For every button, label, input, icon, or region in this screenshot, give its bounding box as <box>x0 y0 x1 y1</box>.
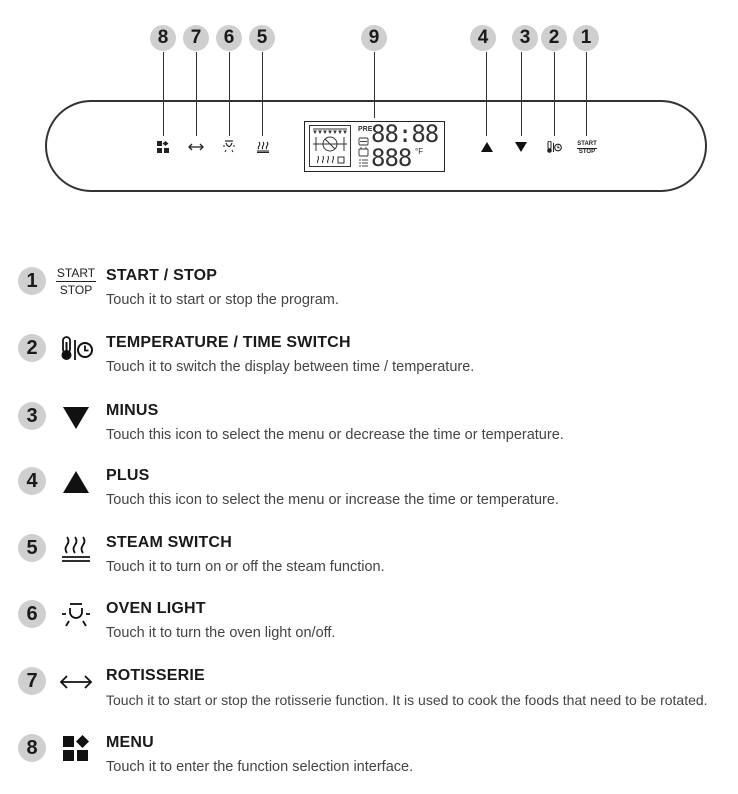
temperature-unit: °F <box>415 147 424 156</box>
item-description: Touch it to enter the function selection interface. <box>106 759 414 775</box>
temperature-digits: 888 <box>371 144 412 172</box>
rotisserie-icon <box>58 667 94 697</box>
panel-stop-label: STOP <box>578 148 596 155</box>
callout-2: 2 <box>541 25 567 51</box>
panel-start-label: START <box>577 140 597 147</box>
list-item-steam-switch <box>18 534 738 594</box>
callout-5: 5 <box>249 25 275 51</box>
item-title: START / STOP <box>106 267 218 284</box>
callout-7: 7 <box>183 25 209 51</box>
minus-icon <box>58 402 94 432</box>
callout-9: 9 <box>361 25 387 51</box>
item-description: Touch it to start or stop the rotisserie function. It is used to cook the foods that need to be rotated. <box>106 692 708 708</box>
start-icon-label: START <box>56 265 96 280</box>
item-number: 5 <box>18 534 46 562</box>
item-number: 3 <box>18 402 46 430</box>
callout-4: 4 <box>470 25 496 51</box>
item-title: MENU <box>106 734 154 751</box>
temperature-time-icon <box>58 334 94 364</box>
list-item-rotisserie <box>18 667 738 727</box>
panel-rotisserie-icon[interactable] <box>187 140 205 154</box>
list-item-start-stop <box>18 267 738 327</box>
panel-menu-icon[interactable] <box>156 140 170 154</box>
list-item-minus <box>18 402 738 462</box>
item-title: PLUS <box>106 467 150 484</box>
item-description: Touch this icon to select the menu or decrease the time or temperature. <box>106 427 564 443</box>
oven-light-icon <box>58 600 94 630</box>
item-title: TEMPERATURE / TIME SWITCH <box>106 334 351 351</box>
steam-icon <box>58 534 94 564</box>
item-number: 2 <box>18 334 46 362</box>
item-description: Touch it to switch the display between time / temperature. <box>106 359 475 375</box>
callout-1: 1 <box>573 25 599 51</box>
panel-temperature-time-icon[interactable] <box>545 139 563 155</box>
item-title: OVEN LIGHT <box>106 600 206 617</box>
plus-icon <box>58 467 94 497</box>
callout-3: 3 <box>512 25 538 51</box>
list-item-oven-light <box>18 600 738 660</box>
item-number: 8 <box>18 734 46 762</box>
stop-icon-label: STOP <box>59 282 93 297</box>
item-title: MINUS <box>106 402 159 419</box>
item-number: 6 <box>18 600 46 628</box>
pre-label: PRE <box>358 126 373 133</box>
panel-oven-light-icon[interactable] <box>221 138 237 154</box>
item-number: 1 <box>18 267 46 295</box>
item-number: 7 <box>18 667 46 695</box>
list-item-plus <box>18 467 738 527</box>
callout-8: 8 <box>150 25 176 51</box>
list-item-temperature-time <box>18 334 738 394</box>
item-description: Touch it to start or stop the program. <box>106 292 339 308</box>
menu-icon <box>58 734 94 764</box>
time-digits: 88:88 <box>371 120 439 148</box>
callout-6: 6 <box>216 25 242 51</box>
item-title: STEAM SWITCH <box>106 534 232 551</box>
panel-minus-icon[interactable] <box>514 140 528 154</box>
lcd-display <box>304 121 445 172</box>
panel-plus-icon[interactable] <box>480 140 494 154</box>
oven-status-frame <box>309 125 351 167</box>
list-item-menu <box>18 734 738 794</box>
panel-steam-icon[interactable] <box>255 139 271 155</box>
item-description: Touch this icon to select the menu or increase the time or temperature. <box>106 492 559 508</box>
panel-start-stop-icon[interactable] <box>577 138 597 158</box>
start-stop-icon <box>58 266 94 296</box>
display-mode-icons <box>358 137 370 169</box>
item-description: Touch it to turn on or off the steam function. <box>106 559 385 575</box>
item-title: ROTISSERIE <box>106 667 205 684</box>
item-number: 4 <box>18 467 46 495</box>
item-description: Touch it to turn the oven light on/off. <box>106 625 336 641</box>
